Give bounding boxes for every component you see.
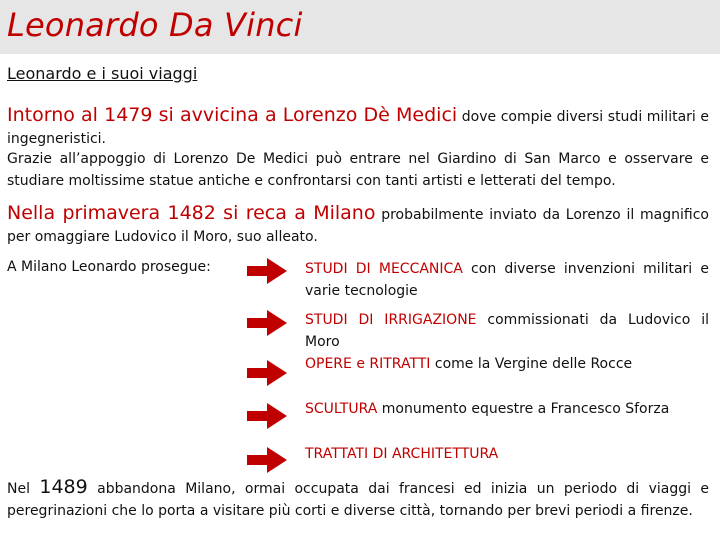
list-item bbox=[305, 443, 709, 465]
list-item bbox=[305, 258, 709, 302]
item-text: come la Vergine delle Rocce bbox=[430, 356, 633, 372]
paragraph-1482 bbox=[7, 202, 709, 248]
item-text: monumento equestre a Francesco Sforza bbox=[377, 401, 670, 417]
list-item bbox=[305, 398, 709, 420]
item-heading: SCULTURA bbox=[305, 401, 378, 417]
paragraph-1489 bbox=[7, 476, 709, 522]
arrow-right-icon bbox=[247, 403, 287, 429]
item-heading: OPERE e RITRATTI bbox=[305, 356, 431, 372]
item-heading: STUDI DI IRRIGAZIONE bbox=[305, 312, 477, 328]
list-item bbox=[305, 353, 709, 375]
year-1489: 1489 bbox=[39, 476, 88, 498]
paragraph-1489-text: abbandona Milano, ormai occupata dai francesi ed inizia un periodo di viaggi e peregrinazioni che lo porta a visitare più corti e diverse città, tornando per brevi periodi a firenze. bbox=[7, 481, 710, 519]
item-text: con diverse invenzioni militari e varie tecnologie bbox=[305, 261, 709, 299]
item-heading: STUDI DI MECCANICA bbox=[305, 261, 463, 277]
item-text: commissionati da Ludovico il Moro bbox=[305, 312, 709, 350]
milano-lead: A Milano Leonardo prosegue: bbox=[7, 259, 211, 275]
title-bar bbox=[0, 0, 720, 54]
highlight-1482: Nella primavera 1482 si reca a Milano bbox=[7, 202, 376, 224]
section-subtitle: Leonardo e i suoi viaggi bbox=[7, 64, 198, 83]
arrow-right-icon bbox=[247, 447, 287, 473]
list-item bbox=[305, 309, 709, 353]
paragraph-1489-pre: Nel bbox=[7, 481, 40, 497]
arrow-right-icon bbox=[247, 310, 287, 336]
page-title: Leonardo Da Vinci bbox=[7, 6, 303, 44]
highlight-1479: Intorno al 1479 si avvicina a Lorenzo Dè Medici bbox=[7, 104, 458, 126]
arrow-right-icon bbox=[247, 258, 287, 284]
arrow-right-icon bbox=[247, 360, 287, 386]
item-heading: TRATTATI DI ARCHITETTURA bbox=[305, 446, 499, 462]
paragraph-1479-text: dove compie diversi studi militari e ingegneristici. bbox=[7, 109, 709, 147]
paragraph-1479 bbox=[7, 104, 709, 150]
paragraph-giardino: Grazie all’appoggio di Lorenzo De Medici può entrare nel Giardino di San Marco e osservare e studiare moltissime statue antiche e confrontarsi con tanti artisti e letterati del tempo. bbox=[7, 151, 709, 189]
paragraph-1482-text: probabilmente inviato da Lorenzo il magnifico per omaggiare Ludovico il Moro, suo alleato. bbox=[7, 207, 709, 245]
